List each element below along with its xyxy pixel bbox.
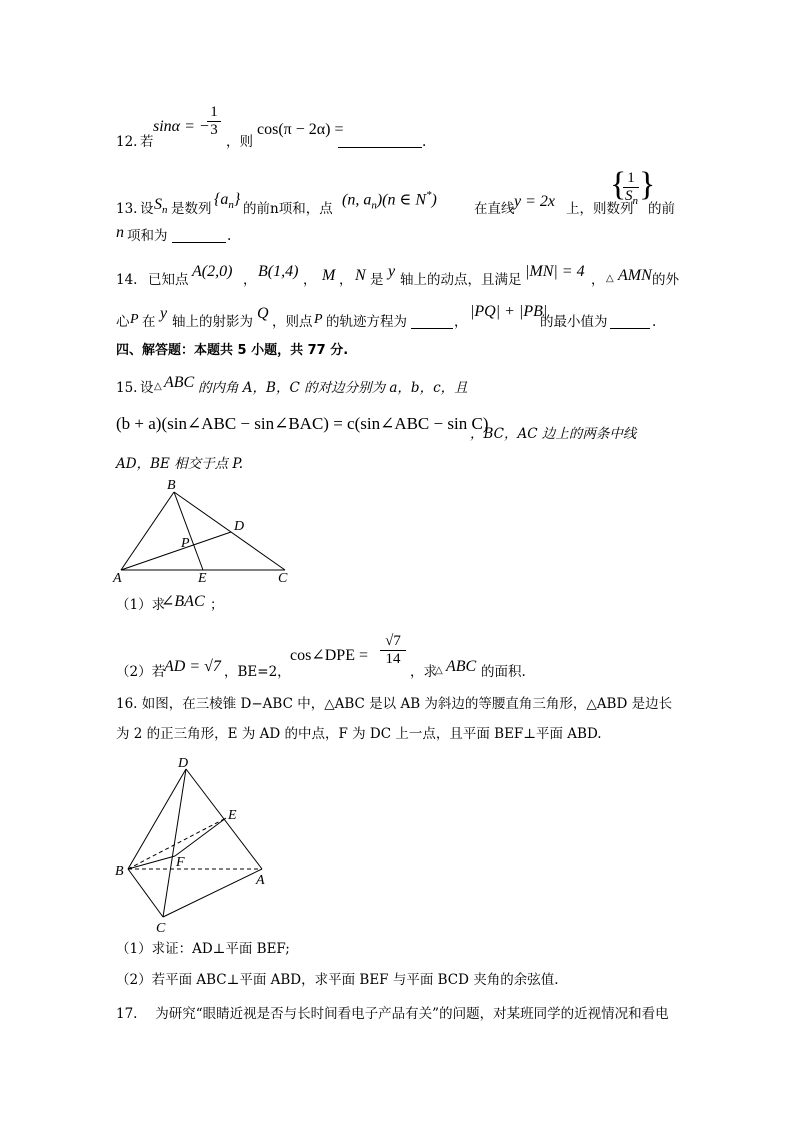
q12-ruo: 若	[140, 134, 154, 150]
q15-part2-a: （2）若	[116, 664, 166, 680]
q13-Sn: $S_n$	[154, 196, 168, 217]
q15-part2-tri: △	[435, 665, 443, 676]
q13-end: .	[227, 228, 232, 244]
q13-de-qian: 的前	[648, 201, 675, 217]
q14-AMN: AMN	[618, 267, 652, 284]
q12-answer-blank[interactable]	[338, 133, 422, 148]
q14-MN: |MN| = 4	[525, 263, 585, 280]
q15-label-B: B	[167, 478, 176, 493]
q13-qian-n: 的前n项和，点	[243, 201, 333, 217]
q15-label-D: D	[234, 519, 245, 534]
q13-brace-right: }	[639, 166, 656, 203]
q14-answer-blank-2[interactable]	[610, 314, 650, 329]
q15-part2-ABC: ABC	[446, 658, 477, 675]
q14-PQPB: |PQ| + |PB|	[470, 303, 548, 320]
q15-part1-b: ∠BAC	[161, 593, 205, 610]
q16-edge-BC	[128, 869, 163, 917]
q15-segment-AB	[121, 492, 174, 570]
q14-answer-blank-1[interactable]	[411, 314, 453, 329]
q16-label-C: C	[156, 921, 166, 936]
q14-line2-c: ，则点	[272, 314, 313, 330]
q13-answer-blank[interactable]	[172, 228, 226, 243]
q15-segment-BC	[174, 492, 285, 570]
q16-label-D: D	[178, 756, 189, 771]
q14-zai: 在	[142, 314, 156, 330]
q14-tri-symbol: △	[606, 273, 614, 284]
q15-part1-a: （1）求	[116, 597, 166, 613]
q13-shang: 上，则数列	[566, 201, 634, 217]
q16-part2: （2）若平面 ABC⊥平面 ABD，求平面 BEF 与平面 BCD 夹角的余弦值.	[116, 972, 559, 988]
q14-comma4: ，	[591, 272, 605, 288]
q12-sin-expr: sinα = −	[153, 118, 210, 135]
q15-line3: AD，BE 相交于点 P.	[116, 456, 244, 472]
q16-edge-CA	[163, 869, 262, 917]
q13-point: (n, $a_n)(n$ ∈ N*)	[342, 189, 437, 212]
q13-line2-n: n	[116, 224, 124, 241]
q13-frac-num: 1	[627, 170, 635, 186]
q14-zhou-dong: 轴上的动点，且满足	[400, 272, 522, 288]
q15-label-C: C	[278, 571, 288, 586]
q14-end: .	[652, 314, 657, 330]
q13-zai-zhixian: 在直线	[474, 201, 515, 217]
q16-label-A: A	[256, 873, 265, 888]
q15-median-BE	[174, 492, 203, 570]
q15-part2-cos: cos∠DPE =	[290, 647, 368, 664]
q14-N: N	[355, 267, 366, 284]
q15-label-A: A	[113, 571, 122, 586]
q16-segment-BF	[128, 856, 175, 869]
q16-segment-FE	[175, 818, 226, 856]
q16-line1: 16. 如图，在三棱锥 D−ABC 中，△ABC 是以 AB 为斜边的等腰直角三角形，△ABD 是边长	[116, 696, 673, 712]
q13-fraction	[623, 170, 639, 207]
q13-number: 13.	[116, 201, 138, 217]
q14-line2-a: 心	[116, 314, 130, 330]
q13-brace-left: {	[610, 166, 627, 203]
q12-end: .	[422, 134, 427, 150]
q16-edge-DB	[128, 769, 186, 869]
q12-fraction	[207, 104, 221, 139]
q12-frac-den: 3	[210, 122, 218, 138]
q14-Q: Q	[257, 305, 269, 322]
q14-y1: y	[388, 263, 396, 280]
q15-part2-e: 的面积.	[481, 664, 526, 680]
q14-point-B: B(1,4)	[258, 263, 299, 280]
q15-ABC: ABC	[164, 374, 195, 391]
q15-part2-c: ，BE=2，	[224, 664, 291, 680]
q17-line1: 17. 为研究“眼睛近视是否与长时间看电子产品有关”的问题，对某班同学的近视情况和看电	[116, 1006, 669, 1022]
q12-number: 12.	[116, 134, 138, 150]
q12-ze: ，则	[226, 134, 253, 150]
q16-part1: （1）求证：AD⊥平面 BEF;	[116, 941, 290, 957]
q16-label-F: F	[176, 855, 185, 870]
q16-edge-DA	[186, 769, 262, 869]
q14-point-A: A(2,0)	[192, 263, 233, 280]
q14-P: P	[130, 312, 139, 327]
q15-part2-fraction	[380, 633, 406, 668]
q15-label-P: P	[181, 536, 190, 551]
q14-M: M	[322, 267, 336, 284]
q15-number: 15.	[116, 380, 138, 396]
q16-label-E: E	[228, 808, 237, 823]
q16-label-B: B	[115, 864, 124, 879]
q15-part1-c: ；	[210, 597, 224, 613]
q14-y2: y	[160, 305, 168, 322]
q14-line2-e: 的最小值为	[540, 314, 608, 330]
q13-an: $\{a_n\}$	[214, 191, 241, 212]
q13-shi-shulie: 是数列	[171, 201, 212, 217]
q16-edge-DC	[163, 769, 186, 917]
section-4-heading: 四、解答题：本题共 5 小题，共 77 分.	[116, 343, 349, 358]
q14-P2: P	[314, 312, 323, 327]
q16-line2: 为 2 的正三角形，E 为 AD 的中点，F 为 DC 上一点，且平面 BEF⊥平面 ABD.	[116, 726, 602, 742]
q14-comma3: ，	[339, 272, 353, 288]
q15-line2-rest: ，BC，AC 边上的两条中线	[470, 426, 637, 442]
q15-part2-num: √7	[385, 633, 401, 649]
q13-frac-den: $S_n$	[625, 188, 638, 207]
q15-label-E: E	[198, 571, 207, 586]
q14-yizhi: 已知点	[148, 272, 189, 288]
q14-comma1: ，	[243, 272, 257, 288]
q16-hidden-segment-BE	[128, 818, 226, 869]
q14-number: 14.	[116, 272, 138, 288]
q15-part2-den: 14	[385, 651, 401, 667]
q14-shi: 是	[370, 272, 384, 288]
q14-de-wai: 的外	[652, 272, 679, 288]
q12-cos-expr: cos(π − 2α) =	[257, 121, 344, 138]
q15-tri-symbol: △	[154, 381, 162, 392]
q15-part2-b: AD = √7	[164, 658, 221, 675]
q12-frac-num: 1	[210, 104, 218, 120]
q14-comma2: ，	[303, 272, 317, 288]
q13-she: 设	[140, 201, 154, 217]
q15-line1-rest: 的内角 A，B，C 的对边分别为 a，b，c，且	[198, 380, 468, 396]
q13-line-eq: y = 2x	[514, 193, 555, 210]
q14-comma5: ，	[454, 314, 468, 330]
q13-line2-text: 项和为	[127, 228, 168, 244]
q15-equation: (b + a)(sin∠ABC − sin∠BAC) = c(sin∠ABC − sin C)	[116, 414, 489, 433]
q14-line2-d: 的轨迹方程为	[326, 314, 407, 330]
q14-line2-b: 轴上的射影为	[172, 314, 253, 330]
q15-she: 设	[140, 380, 154, 396]
q15-part2-d: ，求	[410, 664, 437, 680]
q15-median-AD	[121, 532, 231, 570]
